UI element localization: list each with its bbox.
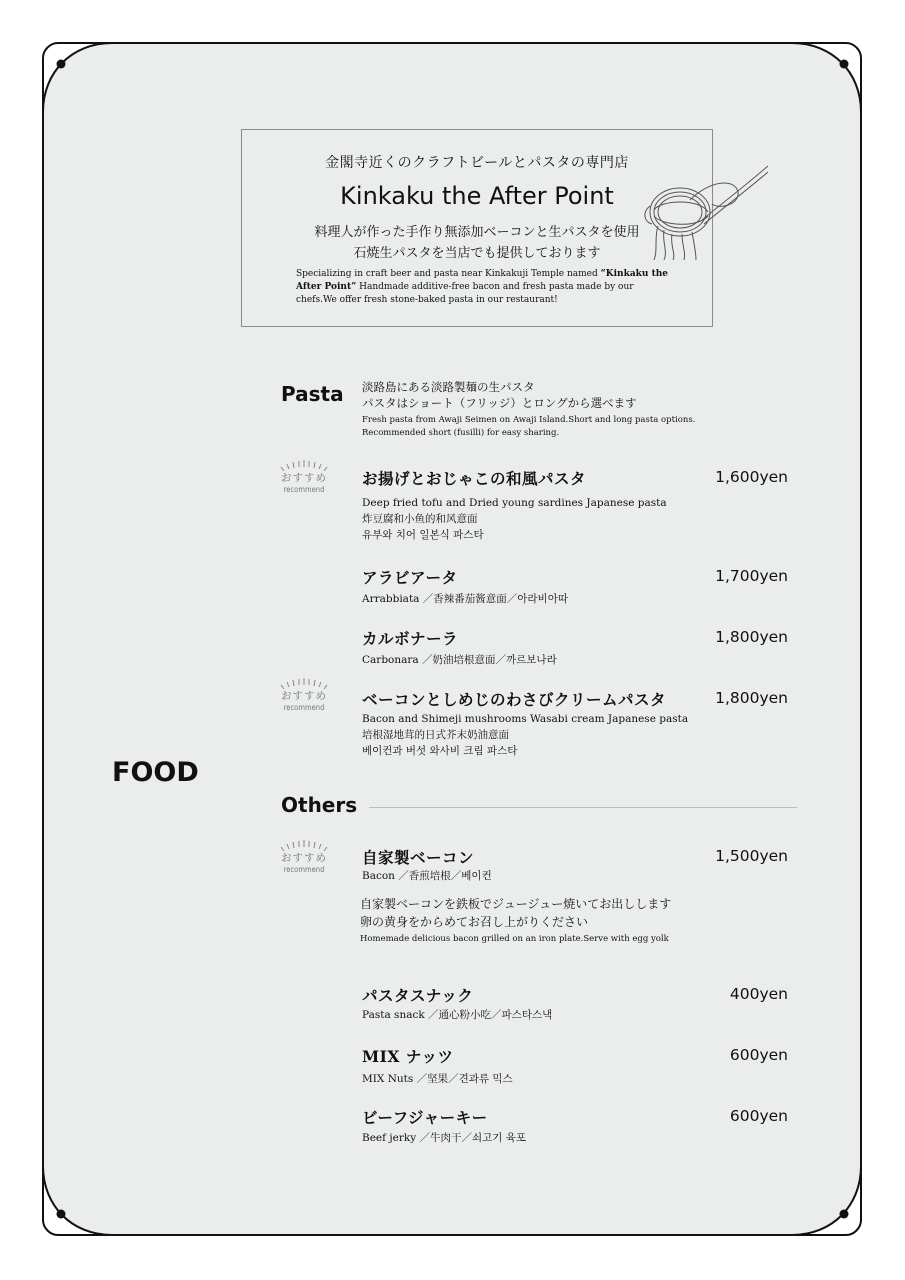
item-sub-zh: 炸豆腐和小鱼的和风意面 [362,513,478,525]
item-sub-ko: 베이컨과 버섯 와사비 크림 파스타 [362,745,518,757]
menu-item-name: アラビアータ [362,568,458,587]
menu-item-name: 自家製ベーコン [362,848,475,867]
item-sub-en: Deep fried tofu and Dried young sardines Japanese pasta [362,497,667,509]
fork-pasta-icon [640,160,770,260]
badge-en: recommend [283,485,325,494]
pasta-en-line2: Recommended short (fusilli) for easy sharing. [362,428,560,438]
recommend-badge [274,838,334,874]
badge-en: recommend [283,703,325,712]
food-label: FOOD [112,757,199,788]
menu-item-price: 1,800yen [715,628,788,646]
menu-item-name: お揚げとおじゃこの和風パスタ [362,469,587,488]
menu-item-price: 400yen [729,985,788,1003]
menu-item-subtitle [362,711,688,759]
corner-dot-top-left [57,60,66,69]
badge-en: recommend [283,865,325,874]
menu-item-name: パスタスナック [362,986,474,1005]
pasta-jp-line2: パスタはショート（フリッジ）とロングから選べます [362,396,637,410]
menu-item-name: MIX ナッツ [362,1047,454,1066]
menu-item-subtitle: MIX Nuts ／坚果／견과류 믹스 [362,1073,513,1085]
pasta-jp-line1: 淡路島にある淡路製麺の生パスタ [362,380,535,394]
desc-part2: Handmade additive-free bacon and fresh pasta made by our chefs.We offer fresh stone-baked pasta in our restaurant! [296,282,634,305]
menu-item-note [360,895,671,931]
corner-dot-top-right [840,60,849,69]
header-jp-line1: 料理人が作った手作り無添加ベーコンと生パスタを使用 [314,225,640,240]
pasta-en-desc [362,414,695,440]
menu-item-name: カルボナーラ [362,629,459,648]
section-divider [369,807,797,808]
menu-item-price: 1,700yen [715,567,788,585]
menu-item-subtitle: Carbonara ／奶油培根意面／까르보나라 [362,654,557,666]
item-sub-en: Bacon and Shimeji mushrooms Wasabi cream Japanese pasta [362,713,689,725]
desc-bold: “Kinkaku the After Point” [296,269,668,292]
menu-item-subtitle: Bacon ／香煎培根／베이컨 [362,870,492,882]
pasta-jp-desc [362,379,637,411]
menu-item-price: 1,500yen [715,847,788,865]
badge-jp: おすすめ [280,690,328,702]
header-jp-line2: 石焼生パスタを当店でも提供しております [353,246,601,261]
header-description [296,268,668,307]
note-jp-line1: 自家製ベーコンを鉄板でジュージュー焼いてお出しします [360,897,672,911]
badge-jp: おすすめ [280,472,328,484]
menu-item-subtitle [362,495,667,543]
menu-item-subtitle: Beef jerky ／牛肉干／쇠고기 육포 [362,1132,527,1144]
desc-part1: Specializing in craft beer and pasta near Kinkakuji Temple named [296,269,601,279]
shop-name: Kinkaku the After Point [340,182,614,210]
menu-item-price: 1,800yen [715,689,788,707]
corner-dot-bottom-right [840,1210,849,1219]
tagline: 金閣寺近くのクラフトビールとパスタの専門店 [325,155,629,171]
pasta-en-line1: Fresh pasta from Awaji Seimen on Awaji Island.Short and long pasta options. [362,415,696,425]
pasta-section-title: Pasta [281,382,344,406]
menu-item-note-en: Homemade delicious bacon grilled on an iron plate.Serve with egg yolk [360,934,669,944]
badge-jp: おすすめ [280,852,328,864]
item-sub-ko: 유부와 치어 일본식 파스타 [362,529,484,541]
menu-item-price: 1,600yen [715,468,788,486]
item-sub-zh: 培根湿地茸的日式芥末奶油意面 [362,729,509,741]
menu-item-subtitle: Pasta snack ／通心粉小吃／파스타스낵 [362,1009,553,1021]
corner-dot-bottom-left [57,1210,66,1219]
menu-item-name: ベーコンとしめじのわさびクリームパスタ [362,690,667,709]
header-box [241,129,713,327]
note-jp-line2: 卵の黄身をからめてお召し上がりください [360,915,589,929]
menu-item-price: 600yen [729,1107,788,1125]
recommend-badge [274,676,334,712]
others-section-title: Others [281,793,358,817]
menu-item-subtitle: Arrabbiata ／香辣番茄酱意面／아라비아따 [362,593,568,605]
recommend-badge [274,458,334,494]
menu-item-price: 600yen [729,1046,788,1064]
menu-item-name: ビーフジャーキー [362,1108,488,1127]
